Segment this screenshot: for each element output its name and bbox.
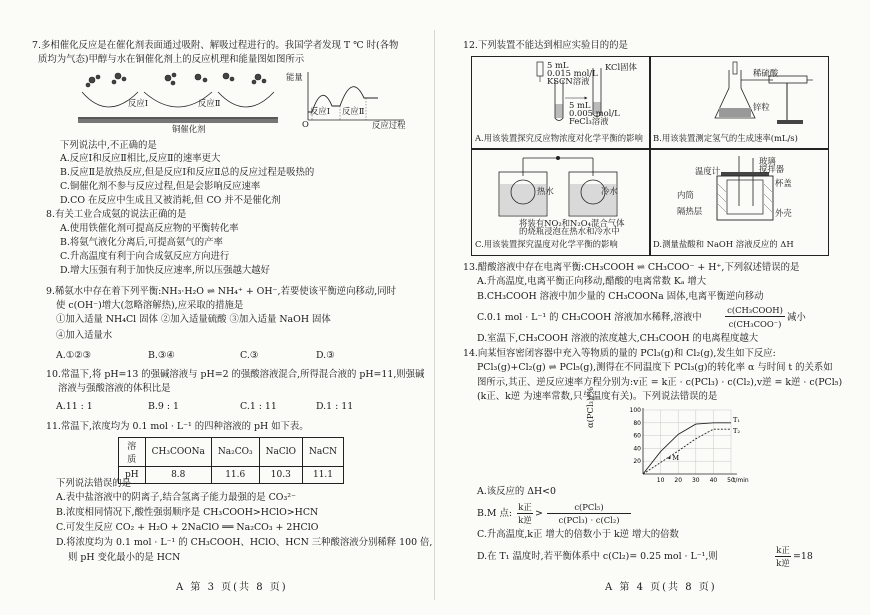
q9-line4: ④加入适量水 — [56, 330, 113, 341]
q12d-stirrer1: 玻璃 — [759, 156, 776, 166]
y-tick-label: 60 — [633, 432, 641, 440]
x-tick-label: 40 — [709, 477, 718, 484]
q10-option-c: C.1 : 11 — [240, 401, 277, 412]
q12-caption-a: A.用该装置探究反应物浓度对化学平衡的影响 — [475, 133, 643, 143]
table-cell: CH₃COONa — [145, 438, 211, 467]
q10-option-a: A.11 : 1 — [56, 401, 93, 412]
q11-ph-table — [118, 437, 344, 484]
q12b-zinc: 锌粒 — [753, 102, 770, 112]
left-page-footer: A 第 3 页(共 8 页) — [176, 582, 288, 593]
q7-energy-r1: 反应Ⅰ — [310, 106, 331, 116]
q13-option-c-pre: C.0.1 mol · L⁻¹ 的 CH₃COOH 溶液加水稀释,溶液中 — [477, 312, 702, 323]
x-tick-label: 10 — [656, 477, 665, 484]
q12d-cover: 杯盖 — [775, 178, 792, 188]
q7-option-b: B.反应Ⅱ是放热反应,但是反应Ⅰ和反应Ⅱ总的反应过程是吸热的 — [60, 167, 315, 178]
q14-b-right-num: c(PCl₅) — [574, 502, 604, 512]
q13-c-denominator: c(CH₃COO⁻) — [728, 319, 782, 329]
q10-option-b: B.9 : 1 — [148, 401, 179, 412]
q12-stem: 12.下列装置不能达到相应实验目的的是 — [463, 40, 628, 51]
y-ticks — [630, 407, 642, 465]
q14-line1: 14.向某恒容密闭容器中充入等物质的量的 PCl₃(g)和 Cl₂(g),发生如下反应: — [463, 348, 776, 359]
q14-d-num: k正 — [776, 545, 790, 555]
q12d-stirrer2: 搅拌器 — [759, 164, 785, 174]
x-tick-label: 30 — [691, 477, 700, 484]
q12d-thermometer: 温度计 — [695, 166, 721, 176]
q12c-note1: 将装有NO₂和N₂O₄混合气体 — [519, 218, 625, 228]
q7-reaction2-label: 反应Ⅱ — [198, 98, 221, 108]
table-cell: NaCN — [302, 438, 343, 467]
q9-option-a: A.①②③ — [56, 350, 91, 361]
q12a-label3: KSCN溶液 — [547, 76, 590, 86]
q7-origin: O — [302, 119, 309, 129]
q12a-label6: FeCl₃溶液 — [569, 116, 609, 126]
y-tick-label: 80 — [633, 419, 641, 427]
q7-stem: 下列说法中,不正确的是 — [60, 140, 157, 151]
q10-line1: 10.常温下,将 pH=13 的强碱溶液与 pH=2 的强酸溶液混合,所得混合液的 pH=11,则强碱 — [46, 369, 425, 380]
q13-option-c-post: 减小 — [787, 312, 806, 323]
q12c-cold-water: 冷水 — [601, 186, 618, 196]
q12-caption-d: D.测量盐酸和 NaOH 溶液反应的 ΔH — [653, 239, 794, 249]
y-tick-label: 40 — [633, 445, 641, 453]
q13-option-b: B.CH₃COOH 溶液中加少量的 CH₃COONa 固体,电离平衡逆向移动 — [477, 291, 764, 302]
q10-option-d: D.1 : 11 — [316, 401, 354, 412]
q7-option-d: D.CO 在反应中生成且又被消耗,但 CO 并不是催化剂 — [60, 195, 281, 206]
table-cell: 11.1 — [302, 467, 343, 484]
q11-option-d-line1: D.将浓度均为 0.1 mol · L⁻¹ 的 CH₃COOH、HClO、HCN 三种酸溶液分别稀释 100 倍, — [56, 537, 433, 548]
q14-option-c: C.升高温度,k正 增大的倍数小于 k逆 增大的倍数 — [477, 529, 679, 540]
q11-option-a: A.表中盐溶液中的阴离子,结合氢离子能力最强的是 CO₃²⁻ — [56, 492, 296, 503]
q14-option-a: A.该反应的 ΔH<0 — [477, 486, 556, 497]
series-line — [643, 429, 731, 474]
q9-line3: ①加入适量 NH₄Cl 固体 ②加入适量硫酸 ③加入适量 NaOH 固体 — [56, 314, 331, 325]
q8-option-b: B.将氨气液化分离后,可提高氨气的产率 — [60, 237, 223, 248]
q13-c-numerator: c(CH₃COOH) — [727, 305, 783, 315]
table-header-row — [119, 438, 344, 467]
q12b-acid: 稀硫酸 — [753, 68, 779, 78]
q14-b-left-num: k正 — [518, 502, 532, 512]
q11-line1: 11.常温下,浓度均为 0.1 mol · L⁻¹ 的四种溶液的 pH 如下表。 — [46, 421, 309, 432]
q13-option-a: A.升高温度,电离平衡正向移动,醋酸的电离常数 Kₐ 增大 — [477, 276, 707, 287]
fraction-bar — [725, 316, 785, 317]
q8-option-c: C.升高温度有利于向合成氨反应方向进行 — [60, 251, 230, 262]
y-tick-label: 100 — [629, 407, 641, 414]
q9-option-c: C.③ — [240, 350, 259, 361]
q7-energy-diagram — [300, 68, 410, 128]
q9-line1: 9.稀氨水中存在着下列平衡:NH₃·H₂O ⇌ NH₄⁺ + OH⁻,若要使该平衡逆向移动,同时 — [46, 286, 396, 297]
q14-line4: (k正、k逆 为速率常数,只与温度有关)。下列说法错误的是 — [477, 391, 718, 402]
q7-mechanism-figure — [78, 70, 278, 132]
q12d-inner: 内筒 — [677, 190, 694, 200]
q12d-insulation: 隔热层 — [677, 206, 703, 216]
series-label: T₂ — [733, 427, 740, 436]
q12d-outer: 外壳 — [775, 208, 792, 218]
table-cell: 10.3 — [259, 467, 302, 484]
q12a-kcl: KCl固体 — [605, 62, 637, 72]
q9-line2: 使 c(OH⁻)增大(忽略溶解热),应采取的措施是 — [56, 300, 244, 311]
q12a-label4: 5 mL — [569, 100, 591, 110]
q9-option-b: B.③④ — [148, 350, 175, 361]
q14-option-b-pre: B.M 点: — [477, 508, 512, 519]
q7-reaction1-label: 反应Ⅰ — [128, 98, 149, 108]
table-cell: 8.8 — [145, 467, 211, 484]
table-row — [119, 467, 344, 484]
x-ticks — [657, 477, 735, 484]
q12c-hot-water: 热水 — [537, 186, 554, 196]
q11-stem: 下列说法错误的是 — [56, 478, 132, 489]
x-axis-label: t/min — [733, 477, 749, 484]
q8-option-a: A.使用铁催化剂可提高反应物的平衡转化率 — [60, 223, 239, 234]
q14-d-den: k逆 — [776, 558, 790, 568]
q8-stem: 8.有关工业合成氨的说法正确的是 — [46, 209, 187, 220]
q10-line2: 溶液与强酸溶液的体积比是 — [58, 383, 171, 394]
q11-option-d-line2: 则 pH 变化最小的是 HCN — [68, 552, 181, 563]
chart-grid — [643, 410, 731, 474]
q14-b-gt: > — [535, 508, 543, 519]
table-cell: 11.6 — [211, 467, 259, 484]
q7-catalyst-label: 铜催化剂 — [172, 124, 206, 134]
q7-energy-axis: 能量 — [286, 72, 303, 82]
q7-option-c: C.铜催化剂不参与反应过程,但是会影响反应速率 — [60, 181, 261, 192]
q12-figure-c — [495, 152, 625, 218]
q14-line3: 图所示,其正、逆反应速率方程分别为:v正 = k正 · c(PCl₃) · c(Cl₂),v逆 = k逆 · c(PCl₅) — [477, 377, 843, 388]
q12-caption-c: C.用该装置探究温度对化学平衡的影响 — [475, 239, 618, 249]
q12a-label1: 5 mL — [547, 60, 569, 70]
q7-option-a: A.反应Ⅰ和反应Ⅱ相比,反应Ⅱ的速率更大 — [60, 153, 221, 164]
q14-line2: PCl₃(g)+Cl₂(g) ⇌ PCl₅(g),测得在不同温度下 PCl₃(g)的转化率 α 与时间 t 的关系如 — [477, 362, 833, 373]
q14-chart-ylabel: α(PCl₃)/% — [585, 386, 595, 428]
q14-option-d-post: =18 — [793, 551, 813, 562]
right-page — [435, 0, 870, 615]
q12c-note2: 的烧瓶浸泡在热水和冷水中 — [519, 226, 620, 236]
x-tick-label: 50 — [727, 477, 735, 484]
q12a-label5: 0.005 mol/L — [569, 108, 620, 118]
q12a-label2: 0.015 mol/L — [547, 68, 598, 78]
q13-line1: 13.醋酸溶液中存在电离平衡:CH₃COOH ⇌ CH₃COO⁻ + H⁺,下列叙述错误的是 — [463, 262, 800, 273]
q14-option-d-pre: D.在 T₁ 温度时,若平衡体系中 c(Cl₂)= 0.25 mol · L⁻¹,则 — [477, 551, 718, 562]
q14-b-right-den: c(PCl₃) · c(Cl₂) — [558, 515, 620, 525]
q11-option-c: C.可发生反应 CO₂ + H₂O + 2NaClO ══ Na₂CO₃ + 2HClO — [56, 522, 319, 533]
q9-option-d: D.③ — [316, 350, 335, 361]
q11-option-b: B.浓度相同情况下,酸性强弱顺序是 CH₃COOH>HClO>HCN — [56, 507, 319, 518]
table-cell: pH — [119, 467, 146, 484]
table-cell: NaClO — [259, 438, 302, 467]
q8-option-d: D.增大压强有利于加快反应速率,所以压强越大越好 — [60, 265, 271, 276]
q12-caption-b: B.用该装置测定氢气的生成速率(mL/s) — [653, 133, 798, 143]
q7-energy-r2: 反应Ⅱ — [342, 106, 365, 116]
right-page-footer: A 第 4 页(共 8 页) — [605, 582, 717, 593]
q7-line2: 质均为气态)甲醇与水在铜催化剂上的反应机理和能量图如图所示 — [38, 54, 305, 65]
q13-option-d: D.室温下,CH₃COOH 溶液的浓度越大,CH₃COOH 的电离程度越大 — [477, 333, 759, 344]
x-tick-label: 20 — [674, 477, 683, 484]
q14-b-left-den: k逆 — [518, 515, 532, 525]
annotation-point — [668, 457, 670, 459]
annotation-label: M — [672, 454, 680, 462]
table-cell: Na₂CO₃ — [211, 438, 259, 467]
q7-line1: 7.多相催化反应是在催化剂表面通过吸附、解吸过程进行的。我国学者发现 T ℃ 时(各物 — [32, 40, 399, 51]
q7-progress-axis: 反应过程 — [372, 120, 406, 130]
series-label: T₁ — [733, 415, 740, 424]
table-cell: 溶质 — [119, 438, 146, 467]
q14-conversion-chart — [621, 404, 749, 488]
y-tick-label: 20 — [633, 458, 641, 466]
